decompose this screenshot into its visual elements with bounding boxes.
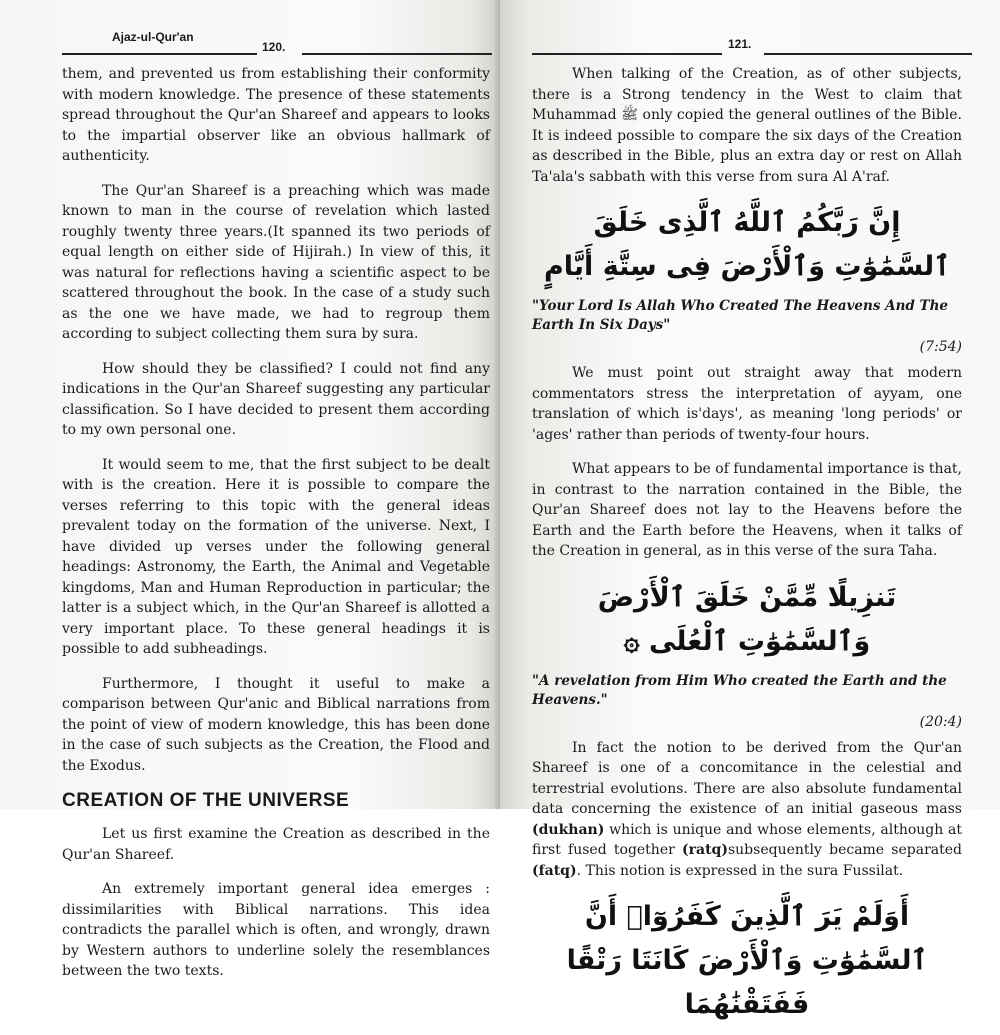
left-running-head [62,30,492,59]
arabic-verse: تَنزِيلًا مِّمَّنْ خَلَقَ ٱلْأَرْضَ وَٱلسَّمَٰوَٰتِ ٱلْعُلَى ۞ [597,581,897,657]
header-rule [532,53,722,55]
right-page [500,0,1000,1020]
verse-reference: (20:4) [919,713,962,730]
page-number-right: 121. [728,37,752,51]
paragraph: We must point out straight away that modern commentators stress the interpretation of ayyam, one translation of which is'days', as meaning 'long periods' or 'ages' rather than periods of twenty-four hours. [532,365,962,443]
verse-translation: "Your Lord Is Allah Who Created The Heavens And The Earth In Six Days" [532,298,948,333]
paragraph: When talking of the Creation, as of other subjects, there is a Strong tendency in the West to claim that Muhammad ﷺ only copied the general outlines of the Bible. It is indeed possible to compare the six days of the Creation as described in the Bible, plus an extra day or rest on Allah Ta'ala's sabbath with this verse from sura Al A'raf. [532,66,963,185]
paragraph: It would seem to me, that the first subject to be dealt with is the creation. Here it is possible to compare the verses referring to this topic with the general ideas prevalent today on the formation of the universe. Next, I have divided up verses under the following general headings: Astronomy, the Earth, the Animal and Vegetable kingdoms, Man and Human Reproduction in particular; the latter is a subject which, in the Qur'an Shareef is allotted a very important place. To these general headings it is possible to add subheadings. [62,456,490,657]
paragraph: Furthermore, I thought it useful to make a comparison between Qur'anic and Biblical narrations from the point of view of modern knowledge, this has been done in the case of such subjects as the Creation, the Flood and the Exodus. [62,675,490,774]
page-number-left: 120. [262,40,286,54]
paragraph: The Qur'an Shareef is a preaching which was made known to man in the course of revelation which lasted roughly twenty three years.(It spanned its two periods of equal length on either side of Hijirah.) In view of this, it was natural for reflections having a scientific aspect to be scattered throughout the book. In the case of a study such as the one we have made, we had to regroup them according to subject collecting them sura by sura. [62,182,490,342]
arabic-verse: أَوَلَمْ يَرَ ٱلَّذِينَ كَفَرُوٓا۟ أَنَّ ٱلسَّمَٰوَٰتِ وَٱلْأَرْضَ كَانَتَا رَتْقًا فَفَتَقْنَٰهُمَا [566,901,928,1020]
text-run: In fact the notion to be derived from the Qur'an Shareef is one of a concomitance in the celestial and terrestrial evolutions. There are also absolute fundamental data concerning the existence of an initial gaseous mass [532,739,962,817]
paragraph: How should they be classified? I could not find any indications in the Qur'an Shareef suggesting any particular classification. So I have decided to present them according to my own personal one. [62,360,490,438]
left-page [0,0,500,979]
paragraph: Let us first examine the Creation as described in the Qur'an Shareef. [62,826,490,863]
book-title: Ajaz-ul-Qur'an [112,30,194,44]
section-heading: CREATION OF THE UNIVERSE [62,790,350,811]
left-page-content [62,64,490,996]
text-run: which is unique and whose elements, although at first fused together [532,821,962,858]
right-page-content [532,64,962,1035]
text-run: subsequently became separated [727,842,962,858]
right-running-head [532,35,972,59]
header-rule [62,53,257,55]
paragraph: What appears to be of fundamental importance is that, in contrast to the narration contained in the Bible, the Qur'an Shareef does not lay to the Heavens before the Earth and the Earth before the Heavens, when it talks of the Creation in general, as in this verse of the sura Taha. [532,461,962,559]
term-ratq: (ratq) [682,842,728,858]
verse-reference: (7:54) [919,339,962,355]
arabic-verse: إِنَّ رَبَّكُمُ ٱللَّهُ ٱلَّذِى خَلَقَ ٱلسَّمَٰوَٰتِ وَٱلْأَرْضَ فِى سِتَّةِ أَيَّامٍ [543,207,951,282]
term-dukhan: (dukhan) [532,821,605,838]
paragraph [532,738,962,882]
verse-translation: "A revelation from Him Who created the Earth and the Heavens." [532,672,947,708]
text-run: . This notion is expressed in the sura Fussilat. [576,862,904,879]
header-rule [764,53,972,55]
paragraph: them, and prevented us from establishing their conformity with modern knowledge. The presence of these statements spread throughout the Qur'an Shareef and appears to looks to the impartial observer like an obvious hallmark of authenticity. [62,66,490,164]
term-fatq: (fatq) [532,862,577,879]
paragraph: An extremely important general idea emerges : dissimilarities with Biblical narrations. This idea contradicts the parallel which is often, and wrongly, drawn by Western authors to underline solely the resemblances between the two texts. [62,881,490,979]
header-rule [302,53,492,55]
